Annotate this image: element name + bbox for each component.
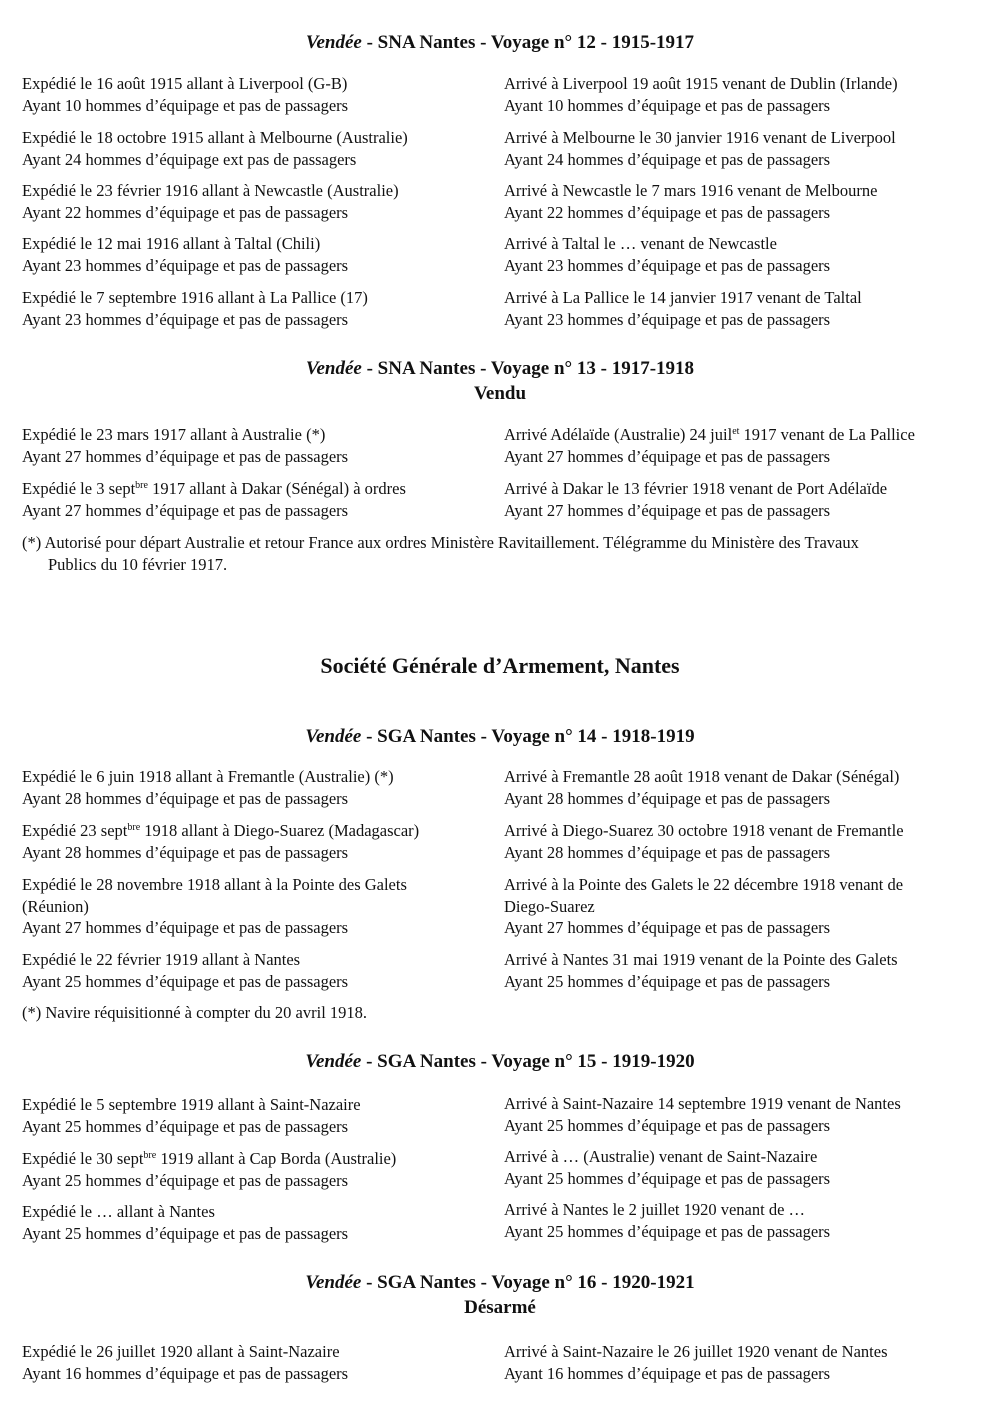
departure-text: Expédié le 3 sept (22, 479, 136, 498)
arrival-line: Arrivé à Liverpool 19 août 1915 venant de Dublin (Irlande) (504, 74, 898, 93)
crew-line: Ayant 27 hommes d’équipage et pas de passagers (22, 918, 349, 937)
departure-text: 1918 allant à Diego-Suarez (Madagascar) (140, 821, 420, 840)
departure-entry (22, 127, 492, 170)
footnote: (*) Navire réquisitionné à compter du 20 avril 1918. (22, 1003, 368, 1022)
departure-entry (22, 73, 492, 116)
arrival-line: Arrivé à la Pointe des Galets le 22 décembre 1918 venant de (504, 875, 904, 894)
departure-entry (22, 1148, 492, 1191)
arrival-line (504, 424, 984, 446)
arrival-entry (504, 1093, 984, 1136)
crew-line: Ayant 16 hommes d’équipage et pas de passagers (22, 1363, 349, 1383)
voyage-13-title (0, 357, 1000, 381)
arrival-line: Arrivé à La Pallice le 14 janvier 1917 venant de Taltal (504, 288, 862, 307)
crew-line: Ayant 25 hommes d’équipage et pas de passagers (504, 1115, 831, 1135)
departure-text: 1917 allant à Dakar (Sénégal) à ordres (147, 479, 406, 498)
ship-name: Vendée (305, 32, 362, 53)
departure-line (22, 1148, 492, 1170)
departure-entry (22, 949, 492, 992)
arrival-entry (504, 1199, 984, 1242)
footnote-line: Publics du 10 février 1917. (48, 554, 228, 574)
ship-name: Vendée (305, 726, 362, 747)
arrival-line: Arrivé à Newcastle le 7 mars 1916 venant de Melbourne (504, 181, 878, 200)
departure-line-cont: (Réunion) (22, 896, 89, 916)
arrival-entry (504, 127, 984, 170)
arrival-entry (504, 424, 984, 467)
crew-line: Ayant 24 hommes d’équipage et pas de passagers (504, 149, 831, 169)
company-heading: Société Générale d’Armement, Nantes (320, 653, 680, 678)
voyage-16-title (0, 1271, 1000, 1295)
arrival-entry (504, 820, 984, 863)
departure-line: Expédié le 7 septembre 1916 allant à La Pallice (17) (22, 288, 368, 307)
departure-entry (22, 478, 492, 521)
departure-entry (22, 874, 492, 939)
crew-line: Ayant 25 hommes d’équipage et pas de passagers (22, 1116, 349, 1136)
voyage-16-status: Désarmé (464, 1297, 536, 1318)
arrival-entry (504, 233, 984, 276)
arrival-entry (504, 73, 984, 116)
departure-line (22, 820, 492, 842)
voyage-title-text: - SNA Nantes - Voyage n° 12 - 1915-1917 (361, 32, 695, 53)
departure-line: Expédié le 5 septembre 1919 allant à Saint-Nazaire (22, 1095, 361, 1114)
ship-name: Vendée (305, 1272, 362, 1293)
arrival-entry (504, 766, 984, 809)
ship-name: Vendée (305, 358, 362, 379)
crew-line: Ayant 25 hommes d’équipage et pas de passagers (504, 971, 831, 991)
voyage-12-title (0, 31, 1000, 55)
crew-line: Ayant 27 hommes d’équipage et pas de passagers (504, 918, 831, 937)
arrival-line: Arrivé à Taltal le … venant de Newcastle (504, 234, 777, 253)
crew-line: Ayant 28 hommes d’équipage et pas de passagers (504, 788, 831, 808)
arrival-line: Arrivé à Fremantle 28 août 1918 venant de Dakar (Sénégal) (504, 767, 900, 786)
voyage-title-text: - SGA Nantes - Voyage n° 16 - 1920-1921 (361, 1272, 695, 1293)
arrival-entry (504, 478, 984, 521)
departure-entry (22, 1201, 492, 1244)
departure-line: Expédié le 18 octobre 1915 allant à Melbourne (Australie) (22, 128, 408, 147)
superscript: et (732, 426, 740, 437)
departure-text: Expédié 23 sept (22, 821, 128, 840)
ship-name: Vendée (305, 1051, 362, 1072)
departure-line (22, 478, 492, 500)
arrival-entry (504, 1341, 984, 1384)
crew-line: Ayant 22 hommes d’équipage et pas de passagers (22, 202, 349, 222)
departure-line: Expédié le 22 février 1919 allant à Nantes (22, 950, 301, 969)
departure-entry (22, 424, 492, 467)
arrival-entry (504, 949, 984, 992)
departure-line: Expédié le 6 juin 1918 allant à Fremantle (Australie) (*) (22, 767, 394, 786)
departure-entry (22, 1341, 492, 1384)
arrival-line: Arrivé à Nantes 31 mai 1919 venant de la Pointe des Galets (504, 950, 898, 969)
arrival-line: Arrivé à Saint-Nazaire le 26 juillet 1920 venant de Nantes (504, 1342, 888, 1361)
crew-line: Ayant 10 hommes d’équipage et pas de passagers (504, 95, 831, 115)
crew-line: Ayant 28 hommes d’équipage et pas de passagers (504, 842, 831, 862)
crew-line: Ayant 27 hommes d’équipage et pas de passagers (22, 500, 349, 520)
crew-line: Ayant 27 hommes d’équipage et pas de passagers (22, 446, 349, 466)
departure-entry (22, 1094, 492, 1137)
superscript: bre (127, 822, 141, 833)
voyage-title-text: - SGA Nantes - Voyage n° 14 - 1918-1919 (361, 726, 695, 747)
superscript: bre (143, 1150, 157, 1161)
crew-line: Ayant 24 hommes d’équipage ext pas de passagers (22, 149, 357, 169)
crew-line: Ayant 23 hommes d’équipage et pas de passagers (504, 255, 831, 275)
crew-line: Ayant 25 hommes d’équipage et pas de passagers (504, 1168, 831, 1188)
departure-text: Expédié le 30 sept (22, 1149, 144, 1168)
crew-line: Ayant 25 hommes d’équipage et pas de passagers (22, 1170, 349, 1190)
arrival-line: Arrivé à Diego-Suarez 30 octobre 1918 venant de Fremantle (504, 821, 904, 840)
crew-line: Ayant 27 hommes d’équipage et pas de passagers (504, 500, 831, 520)
arrival-text: 1917 venant de La Pallice (739, 425, 915, 444)
crew-line: Ayant 25 hommes d’équipage et pas de passagers (22, 1223, 349, 1243)
crew-line: Ayant 25 hommes d’équipage et pas de passagers (22, 971, 349, 991)
departure-entry (22, 766, 492, 809)
departure-entry (22, 233, 492, 276)
departure-line: Expédié le 28 novembre 1918 allant à la Pointe des Galets (22, 875, 407, 894)
crew-line: Ayant 10 hommes d’équipage et pas de passagers (22, 95, 349, 115)
crew-line: Ayant 28 hommes d’équipage et pas de passagers (22, 788, 349, 808)
departure-line: Expédié le 26 juillet 1920 allant à Saint-Nazaire (22, 1342, 340, 1361)
voyage-15-title (0, 1050, 1000, 1074)
voyage-title-text: - SGA Nantes - Voyage n° 15 - 1919-1920 (361, 1051, 695, 1072)
crew-line: Ayant 28 hommes d’équipage et pas de passagers (22, 842, 349, 862)
arrival-line: Arrivé à … (Australie) venant de Saint-Nazaire (504, 1147, 818, 1166)
voyage-13-status: Vendu (473, 383, 527, 404)
arrival-line: Arrivé à Dakar le 13 février 1918 venant de Port Adélaïde (504, 479, 888, 498)
arrival-line: Arrivé à Nantes le 2 juillet 1920 venant de … (504, 1200, 806, 1219)
departure-line: Expédié le 23 février 1916 allant à Newcastle (Australie) (22, 181, 399, 200)
footnote-line: (*) Autorisé pour départ Australie et retour France aux ordres Ministère Ravitaillement. Télégramme du Ministère des Travaux (22, 533, 859, 552)
departure-line: Expédié le 16 août 1915 allant à Liverpool (G-B) (22, 74, 348, 93)
crew-line: Ayant 16 hommes d’équipage et pas de passagers (504, 1363, 831, 1383)
departure-entry (22, 820, 492, 863)
crew-line: Ayant 25 hommes d’équipage et pas de passagers (504, 1221, 831, 1241)
departure-line: Expédié le 12 mai 1916 allant à Taltal (Chili) (22, 234, 321, 253)
voyage-14-title (0, 725, 1000, 749)
arrival-line: Arrivé à Melbourne le 30 janvier 1916 venant de Liverpool (504, 128, 896, 147)
superscript: bre (135, 480, 148, 491)
crew-line: Ayant 22 hommes d’équipage et pas de passagers (504, 202, 831, 222)
arrival-entry (504, 180, 984, 223)
arrival-line-cont: Diego-Suarez (504, 896, 595, 916)
crew-line: Ayant 23 hommes d’équipage et pas de passagers (22, 255, 349, 275)
arrival-line: Arrivé à Saint-Nazaire 14 septembre 1919 venant de Nantes (504, 1094, 901, 1113)
arrival-entry (504, 1146, 984, 1189)
crew-line: Ayant 23 hommes d’équipage et pas de passagers (504, 309, 831, 329)
departure-text: 1919 allant à Cap Borda (Australie) (156, 1149, 397, 1168)
departure-line: Expédié le 23 mars 1917 allant à Australie (*) (22, 425, 326, 444)
arrival-text: Arrivé Adélaïde (Australie) 24 juil (504, 425, 733, 444)
crew-line: Ayant 27 hommes d’équipage et pas de passagers (504, 446, 831, 466)
crew-line: Ayant 23 hommes d’équipage et pas de passagers (22, 309, 349, 329)
footnote (22, 532, 982, 575)
arrival-entry (504, 287, 984, 330)
departure-line: Expédié le … allant à Nantes (22, 1202, 215, 1221)
departure-entry (22, 180, 492, 223)
departure-entry (22, 287, 492, 330)
voyage-title-text: - SNA Nantes - Voyage n° 13 - 1917-1918 (361, 358, 695, 379)
arrival-entry (504, 874, 984, 939)
